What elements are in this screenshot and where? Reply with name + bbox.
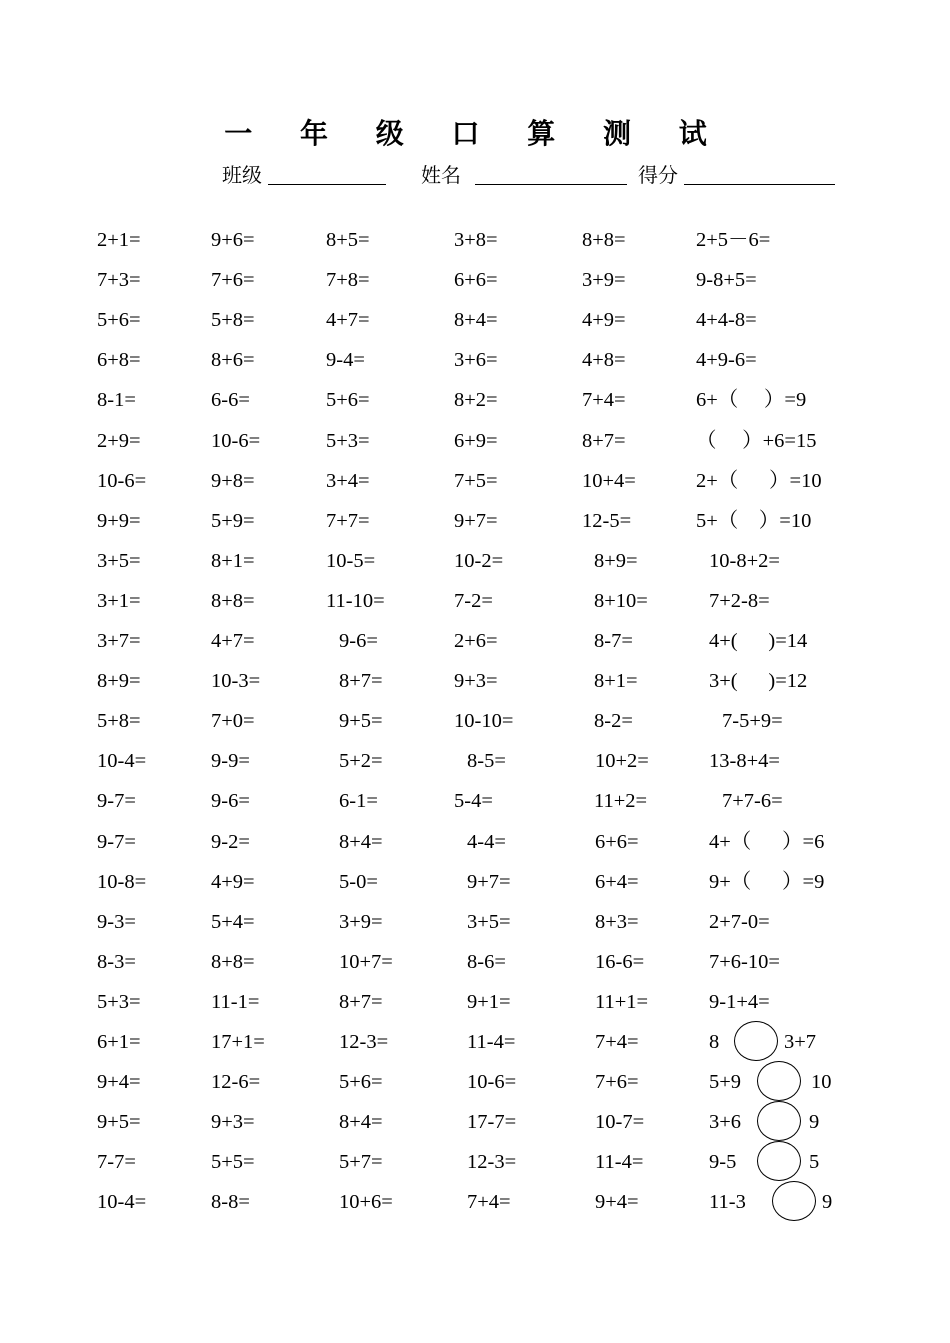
mixed-problem: 7+2-8= [709, 589, 770, 612]
compare-left: 9-5 [709, 1151, 737, 1174]
problem: 9+9= [97, 509, 141, 532]
problem: 5+3= [326, 429, 370, 452]
problem: 3+6= [454, 349, 498, 372]
problem: 10+7= [339, 950, 393, 973]
problem: 10+2= [595, 750, 649, 773]
problem: 9-7= [97, 830, 136, 853]
problem: 8+8= [582, 229, 626, 251]
mixed-problem: 5+（ ）=10 [696, 509, 812, 532]
problem: 5+6= [326, 389, 370, 412]
problem: 9-2= [211, 830, 250, 853]
problem: 9+6= [211, 229, 255, 251]
problem: 8-2= [594, 710, 633, 733]
problem: 6-1= [339, 790, 378, 813]
problem: 9+5= [339, 710, 383, 733]
score-field [638, 162, 678, 190]
mixed-problem: 2+7-0= [709, 910, 770, 933]
mixed-problem: 9-8+5= [696, 269, 757, 292]
problem: 9+4= [595, 1191, 639, 1214]
problem: 17-7= [467, 1111, 517, 1134]
problem: 5+2= [339, 750, 383, 773]
problem: 8+1= [594, 670, 638, 693]
problem: 8+9= [97, 670, 141, 693]
compare-left: 8 [709, 1031, 720, 1053]
problem: 10-4= [97, 1191, 147, 1214]
problem: 3+7= [97, 630, 141, 652]
problem: 4+9= [211, 870, 255, 893]
problem: 9-3= [97, 910, 136, 933]
problem: 8+1= [211, 549, 255, 572]
problem: 7-2= [454, 589, 493, 612]
problem: 8+3= [595, 910, 639, 933]
problem: 6+8= [97, 349, 141, 372]
problem: 7-7= [97, 1151, 136, 1174]
problem: 8+2= [454, 389, 498, 412]
problem: 8+4= [339, 1111, 383, 1134]
problem: 7+0= [211, 710, 255, 733]
problem: 2+6= [454, 630, 498, 652]
compare-right: 9 [809, 1111, 820, 1134]
compare-circle[interactable] [757, 1061, 801, 1101]
problem: 5+8= [97, 710, 141, 733]
mixed-problem: 2+（ ）=10 [696, 469, 822, 492]
problem: 10+4= [582, 469, 636, 492]
problem: 9+1= [467, 990, 511, 1013]
problem: 9-6= [339, 630, 378, 652]
mixed-problem: 13-8+4= [709, 750, 780, 773]
problem: 8+10= [594, 589, 648, 612]
problem: 9+8= [211, 469, 255, 492]
mixed-problem: 4+4-8= [696, 309, 757, 332]
problem: 9-7= [97, 790, 136, 813]
problem: 2+9= [97, 429, 141, 452]
problem: 7+5= [454, 469, 498, 492]
problem: 9-6= [211, 790, 250, 813]
mixed-problem: 4+9-6= [696, 349, 757, 372]
problem: 10-5= [326, 549, 376, 572]
mixed-problem: 3+( )=12 [709, 670, 808, 693]
problem: 8+6= [211, 349, 255, 372]
problem: 10-2= [454, 549, 504, 572]
problem: 11-4= [467, 1031, 516, 1053]
problem: 7+8= [326, 269, 370, 292]
mixed-problem: （ ）+6=15 [696, 429, 817, 452]
problem: 9-9= [211, 750, 250, 773]
problem: 6+4= [595, 870, 639, 893]
problem: 10-6= [211, 429, 261, 452]
problem: 7+7= [326, 509, 370, 532]
compare-circle[interactable] [757, 1141, 801, 1181]
problem: 12-3= [467, 1151, 517, 1174]
problem: 8+5= [326, 229, 370, 251]
problem: 6+9= [454, 429, 498, 452]
problem: 10-10= [454, 710, 514, 733]
problem: 7+3= [97, 269, 141, 292]
problem: 10-4= [97, 750, 147, 773]
problem: 5+6= [97, 309, 141, 332]
problem: 11-10= [326, 589, 385, 612]
score-label: 得分 [638, 163, 678, 187]
problem: 3+5= [467, 910, 511, 933]
problem: 5-4= [454, 790, 493, 813]
problem: 9+7= [454, 509, 498, 532]
problem: 7+4= [467, 1191, 511, 1214]
problem: 10-6= [97, 469, 147, 492]
problem: 8-1= [97, 389, 136, 412]
problem: 7+6= [595, 1071, 639, 1094]
problem: 3+9= [339, 910, 383, 933]
problem: 3+1= [97, 589, 141, 612]
problem: 16-6= [595, 950, 645, 973]
problem: 4+8= [582, 349, 626, 372]
problem: 7+4= [582, 389, 626, 412]
problem: 10-6= [467, 1071, 517, 1094]
problem: 12-6= [211, 1071, 261, 1094]
problem: 12-3= [339, 1031, 389, 1053]
problem: 9+3= [454, 670, 498, 693]
problem: 9+4= [97, 1071, 141, 1094]
mixed-problem: 9-1+4= [709, 990, 770, 1013]
problem: 3+8= [454, 229, 498, 251]
problem: 4+7= [211, 630, 255, 652]
problem: 2+1= [97, 229, 141, 251]
page-title: 一 年 级 口 算 测 试 [224, 117, 726, 150]
compare-left: 3+6 [709, 1111, 742, 1134]
name-field [421, 162, 461, 190]
compare-circle[interactable] [734, 1021, 778, 1061]
problem: 5-0= [339, 870, 378, 893]
problem: 5+5= [211, 1151, 255, 1174]
compare-right: 3+7 [784, 1031, 817, 1053]
problem: 4+9= [582, 309, 626, 332]
problem: 8-7= [594, 630, 633, 652]
problem: 8-3= [97, 950, 136, 973]
problem: 3+9= [582, 269, 626, 292]
problem: 5+7= [339, 1151, 383, 1174]
compare-right: 9 [822, 1191, 833, 1214]
problem: 11-4= [595, 1151, 644, 1174]
problem: 8+7= [582, 429, 626, 452]
problem: 8+7= [339, 990, 383, 1013]
mixed-problem: 7-5+9= [722, 710, 783, 733]
compare-right: 5 [809, 1151, 820, 1174]
problem: 12-5= [582, 509, 632, 532]
problem: 5+8= [211, 309, 255, 332]
problem: 9+5= [97, 1111, 141, 1134]
problem: 8-5= [467, 750, 506, 773]
name-label: 姓名 [421, 163, 461, 187]
problem: 9+3= [211, 1111, 255, 1134]
problem: 4+7= [326, 309, 370, 332]
problem: 9+7= [467, 870, 511, 893]
problem: 10-3= [211, 670, 261, 693]
problem: 8+4= [339, 830, 383, 853]
problem: 10-7= [595, 1111, 645, 1134]
problem: 9-4= [326, 349, 365, 372]
problem: 5+6= [339, 1071, 383, 1094]
problem: 3+4= [326, 469, 370, 492]
mixed-problem: 4+（ ）=6 [709, 830, 825, 853]
compare-left: 5+9 [709, 1071, 742, 1094]
compare-circle[interactable] [757, 1101, 801, 1141]
problem: 8+4= [454, 309, 498, 332]
problem: 3+5= [97, 549, 141, 572]
problem: 8-8= [211, 1191, 250, 1214]
compare-left: 11-3 [709, 1191, 746, 1214]
problem: 7+6= [211, 269, 255, 292]
mixed-problem: 10-8+2= [709, 549, 780, 572]
problem: 5+4= [211, 910, 255, 933]
mixed-problem: 4+( )=14 [709, 630, 808, 652]
mixed-problem: 9+（ ）=9 [709, 870, 825, 893]
problem: 6-6= [211, 389, 250, 412]
problem: 10-8= [97, 870, 147, 893]
problem: 8+7= [339, 670, 383, 693]
problem: 5+3= [97, 990, 141, 1013]
mixed-problem: 7+7-6= [722, 790, 783, 813]
problem: 4-4= [467, 830, 506, 853]
problem: 8-6= [467, 950, 506, 973]
problem: 5+9= [211, 509, 255, 532]
problem: 11-1= [211, 990, 260, 1013]
mixed-problem: 7+6-10= [709, 950, 780, 973]
problem: 10+6= [339, 1191, 393, 1214]
mixed-problem: 6+（ ）=9 [696, 389, 807, 412]
mixed-problem: 2+5－6= [696, 229, 771, 251]
problem: 6+1= [97, 1031, 141, 1053]
compare-right: 10 [811, 1071, 832, 1094]
problem: 17+1= [211, 1031, 265, 1053]
problem: 11+2= [594, 790, 648, 813]
problem: 7+4= [595, 1031, 639, 1053]
problem: 8+8= [211, 950, 255, 973]
problem: 6+6= [595, 830, 639, 853]
class-label: 班级 [222, 163, 262, 187]
problem: 8+8= [211, 589, 255, 612]
class-field [222, 162, 262, 190]
problem: 6+6= [454, 269, 498, 292]
compare-circle[interactable] [772, 1181, 816, 1221]
problem: 8+9= [594, 549, 638, 572]
problem: 11+1= [595, 990, 649, 1013]
